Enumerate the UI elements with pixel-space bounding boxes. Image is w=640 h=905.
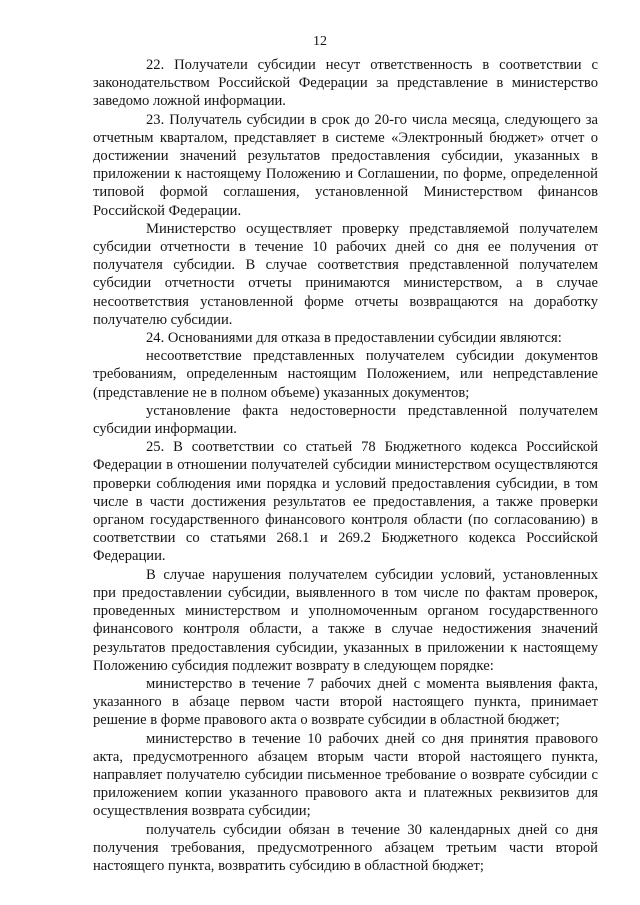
paragraph-23: 23. Получатель субсидии в срок до 20-го числа месяца, следующего за отчетным кварталом, представляет в системе «Электронный бюджет» отчет о достижении значений результатов предоставления субсидии, указанных в приложении к настоящему Положению и Соглашении, по форме, определенной типовой формой соглашения, установленной Министерством финансов Российской Федерации. — [93, 111, 598, 219]
refusal-ground-2: установление факта недостоверности представленной получателем субсидии информации. — [93, 402, 598, 438]
return-step-2: министерство в течение 10 рабочих дней со дня принятия правового акта, предусмотренного абзацем вторым части второй настоящего пункта, направляет получателю субсидии письменное требование о возврате субсидии с приложением копии указанного правового акта и платежных реквизитов для осуществления возврата субсидии; — [93, 730, 598, 820]
paragraph-24: 24. Основаниями для отказа в предоставлении субсидии являются: — [146, 330, 562, 347]
paragraph-23-verification: Министерство осуществляет проверку представляемой получателем субсидии отчетности в течение 10 рабочих дней со дня ее получения от получателя субсидии. В случае соответствия представленной получателем субсидии отчетности отчеты принимаются министерством, а в случае несоответствия установленной форме отчеты возвращаются на доработку получателю субсидии. — [93, 220, 598, 328]
paragraph-25: 25. В соответствии со статьей 78 Бюджетного кодекса Российской Федерации в отношении получателей субсидии министерством осуществляются проверки соблюдения ими порядка и условий предоставления субсидии, в том числе в части достижения результатов ее предоставления, а также проверки органом государственного финансового контроля области (по согласованию) в соответствии со статьями 268.1 и 269.2 Бюджетного кодекса Российской Федерации. — [93, 439, 598, 565]
return-step-3: получатель субсидии обязан в течение 30 календарных дней со дня получения требования, предусмотренного абзацем третьим части второй настоящего пункта, возвратить субсидию в областной бюджет; — [93, 821, 598, 874]
refusal-ground-1: несоответствие представленных получателем субсидии документов требованиям, определенным настоящим Положением, или непредставление (представление не в полном объеме) указанных документов; — [93, 348, 598, 401]
return-step-1: министерство в течение 7 рабочих дней с момента выявления факта, указанного в абзаце первом части второй настоящего пункта, принимает решение в форме правового акта о возврате субсидии в областной бюджет; — [93, 675, 598, 729]
paragraph-25-violation: В случае нарушения получателем субсидии условий, установленных при предоставлении субсидии, выявленного в том числе по фактам проверок, проведенных министерством и уполномоченным органом государственного финансового контроля области, а также в случае недостижения значений результатов предоставления субсидии, указанных в приложении к настоящему Положению субсидия подлежит возврату в следующем порядке: — [93, 566, 598, 674]
page-number: 12 — [313, 34, 327, 49]
document-body — [93, 56, 598, 875]
paragraph-22: 22. Получатели субсидии несут ответственность в соответствии с законодательством Российской Федерации за представление в министерство заведомо ложной информации. — [93, 57, 598, 110]
